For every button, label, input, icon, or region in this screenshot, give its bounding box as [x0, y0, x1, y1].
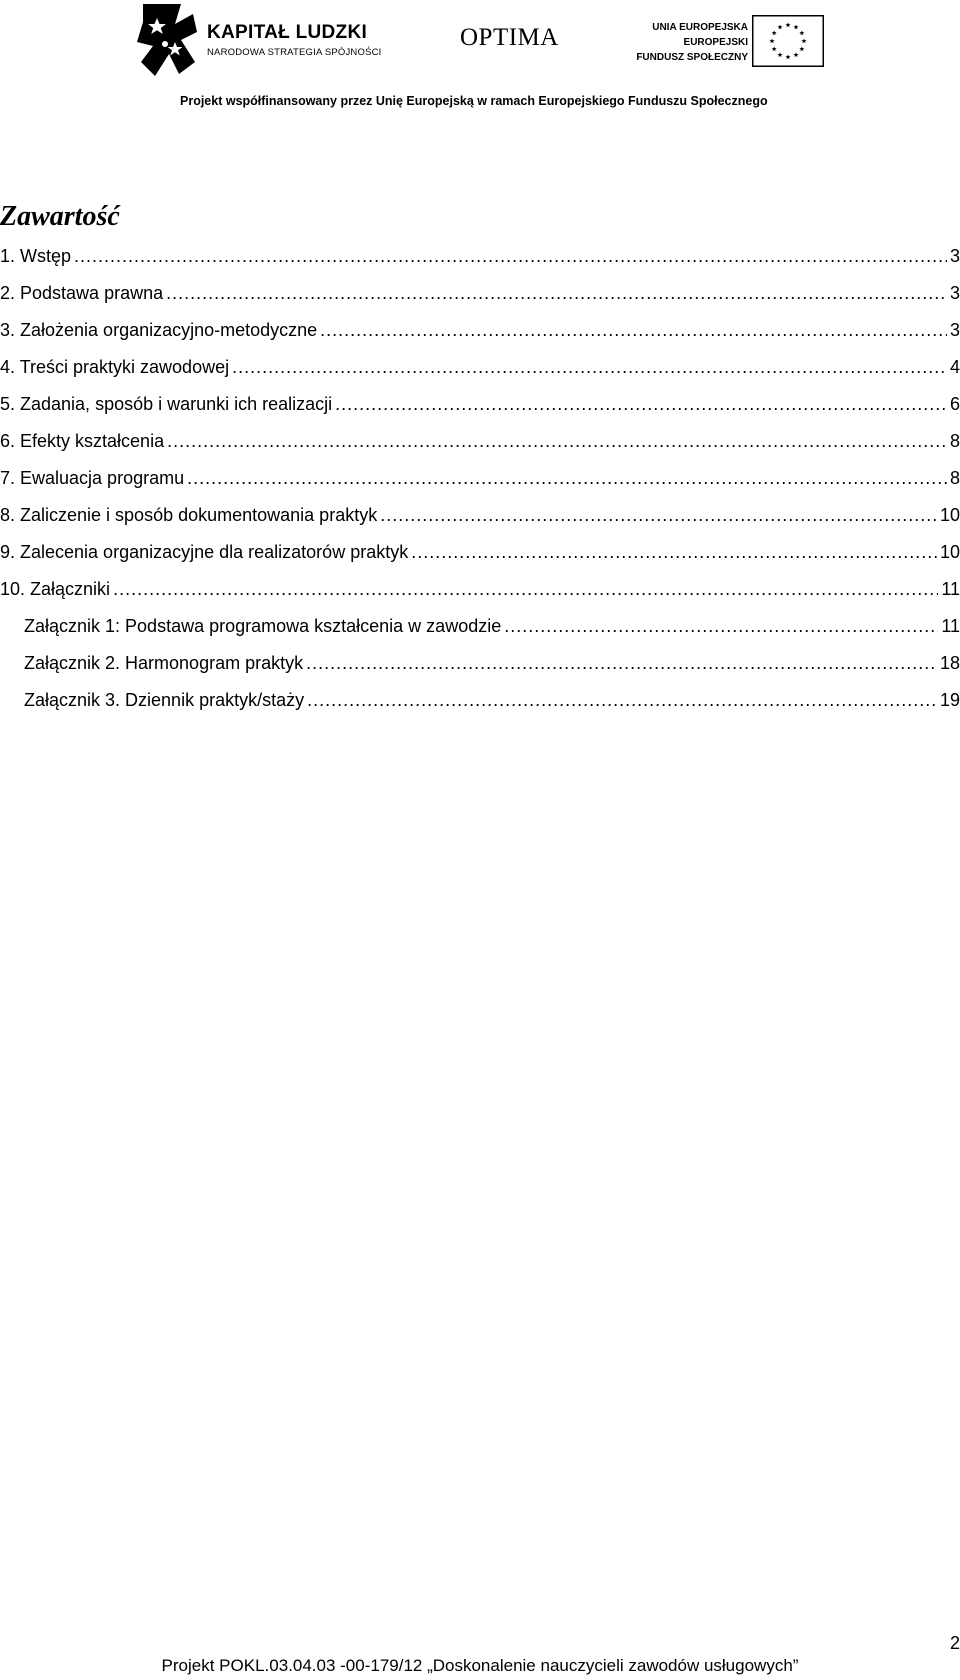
toc-entry-page: 18 — [939, 653, 960, 673]
toc-entry[interactable] — [0, 534, 960, 571]
eu-flag-icon — [752, 15, 824, 67]
toc-entry-leader — [320, 312, 947, 349]
toc-entry-leader — [307, 682, 937, 719]
toc-entry[interactable] — [0, 608, 960, 645]
toc-entry[interactable] — [0, 275, 960, 312]
toc-entry-leader — [335, 386, 947, 423]
toc-entry-leader — [113, 571, 938, 608]
eu-logo-text — [636, 20, 748, 65]
toc-entry-label: 7. Ewaluacja programu — [0, 468, 185, 488]
toc-entry[interactable] — [0, 645, 960, 682]
eu-line-1: UNIA EUROPEJSKA — [652, 22, 748, 33]
toc-entry-label: Załącznik 2. Harmonogram praktyk — [24, 653, 304, 673]
toc-entry-page: 11 — [941, 579, 960, 599]
kapital-ludzki-logo — [135, 2, 382, 77]
toc-entry-page: 8 — [949, 431, 960, 451]
toc-entry-leader — [74, 238, 947, 275]
toc-entry-label: 4. Treści praktyki zawodowej — [0, 357, 230, 377]
toc-entry-page: 19 — [939, 690, 960, 710]
toc-entry-page: 6 — [949, 394, 960, 414]
toc-entry[interactable] — [0, 682, 960, 719]
toc-entry-label: 6. Efekty kształcenia — [0, 431, 165, 451]
toc-entry-page: 3 — [949, 320, 960, 340]
toc-entry[interactable] — [0, 238, 960, 275]
toc-entry-leader — [380, 497, 937, 534]
document-header — [0, 0, 960, 120]
kapital-ludzki-subtitle: NARODOWA STRATEGIA SPÓJNOŚCI — [207, 47, 382, 58]
toc-entry-leader — [504, 608, 938, 645]
toc-entry-page: 8 — [949, 468, 960, 488]
toc-entry-label: 5. Zadania, sposób i warunki ich realizacji — [0, 394, 333, 414]
toc-entry-leader — [306, 645, 937, 682]
toc-entry-page: 3 — [949, 246, 960, 266]
toc-entry-page: 3 — [949, 283, 960, 303]
toc-entry-label: Załącznik 1: Podstawa programowa kształcenia w zawodzie — [24, 616, 502, 636]
kapital-ludzki-title: KAPITAŁ LUDZKI — [207, 22, 368, 43]
header-project-line: Projekt współfinansowany przez Unię Europejską w ramach Europejskiego Funduszu Społecznego — [180, 94, 768, 108]
toc-entry-page: 10 — [939, 505, 960, 525]
optima-logo — [458, 22, 559, 58]
toc-entry[interactable] — [0, 460, 960, 497]
toc-entry-label: 2. Podstawa prawna — [0, 283, 164, 303]
toc-entry-label: Załącznik 3. Dziennik praktyk/staży — [24, 690, 305, 710]
toc-entry-label: 10. Załączniki — [0, 579, 111, 599]
toc-entry-leader — [187, 460, 947, 497]
footer-project-text: Projekt POKL.03.04.03 -00-179/12 „Doskonalenie nauczycieli zawodów usługowych” — [161, 1656, 799, 1675]
kapital-ludzki-emblem-icon — [135, 2, 205, 77]
toc-entry[interactable] — [0, 386, 960, 423]
toc-entry-label: 8. Zaliczenie i sposób dokumentowania praktyk — [0, 505, 378, 525]
toc-entry-page: 4 — [949, 357, 960, 377]
eu-logo — [636, 14, 826, 70]
eu-line-2: EUROPEJSKI — [683, 37, 748, 48]
toc-entry[interactable] — [0, 423, 960, 460]
eu-line-3: FUNDUSZ SPOŁECZNY — [636, 52, 748, 63]
toc-entry-page: 11 — [941, 616, 960, 636]
toc-entry[interactable] — [0, 312, 960, 349]
toc-entry[interactable] — [0, 571, 960, 608]
toc-entry-page: 10 — [939, 542, 960, 562]
toc-entry[interactable] — [0, 349, 960, 386]
toc-entry-leader — [167, 423, 947, 460]
toc-title: Zawartość — [0, 201, 120, 232]
toc-entry-leader — [232, 349, 947, 386]
toc-entry-leader — [166, 275, 947, 312]
toc-entry-label: 9. Zalecenia organizacyjne dla realizatorów praktyk — [0, 542, 409, 562]
optima-logo-text: OPTIMA — [460, 24, 559, 51]
toc-entry-label: 1. Wstęp — [0, 246, 72, 266]
page-number: 2 — [949, 1633, 960, 1653]
toc-entry-leader — [411, 534, 937, 571]
toc-list — [0, 238, 960, 719]
toc-entry-label: 3. Założenia organizacyjno-metodyczne — [0, 320, 318, 340]
toc-entry[interactable] — [0, 497, 960, 534]
